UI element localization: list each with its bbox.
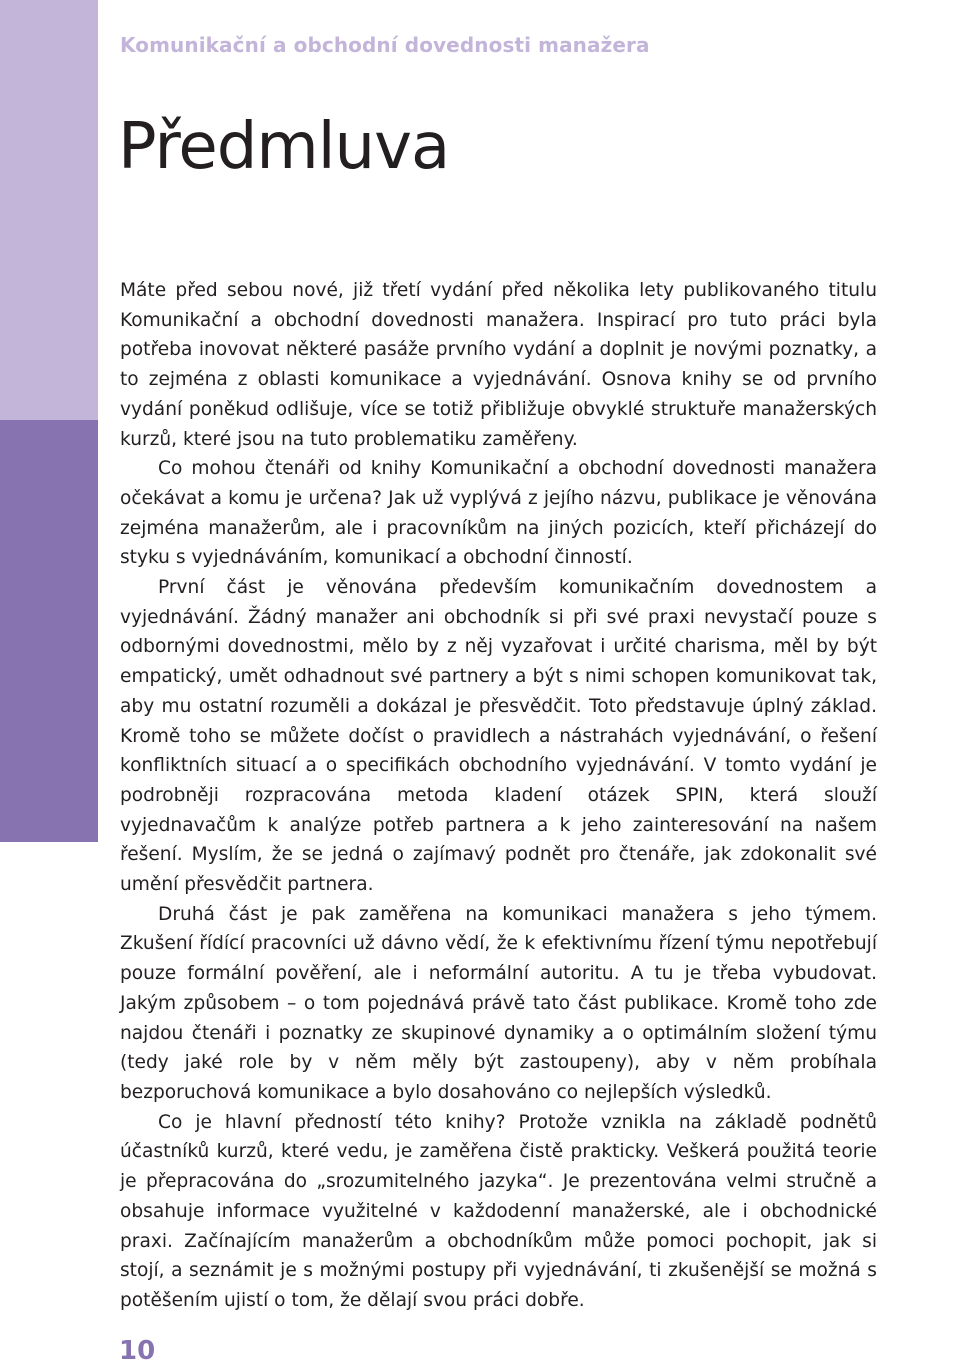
margin-bar-light	[0, 0, 98, 420]
body-text	[120, 276, 877, 1316]
margin-bar-dark	[0, 420, 98, 842]
paragraph: Co je hlavní předností této knihy? Protože vznikla na základě podnětů účastníků kurzů, které vedu, je zaměřena čistě prakticky. Veškerá použitá teorie je přepracována do „srozumitelného jazyka“. Je prezentována velmi stručně a obsahuje informace využitelné v každodenní manažerské, ale i obchodnické praxi. Začínajícím manažerům a obchodníkům může pomoci pochopit, jak si stojí, a seznámit je s možnými postupy při vyjednávání, ti zkušenější se možná s potěšením ujistí o tom, že dělají svou práci dobře.	[120, 1111, 877, 1311]
paragraph: Druhá část je pak zaměřena na komunikaci manažera s jeho týmem. Zkušení řídící pracovníci už dávno vědí, že k efektivnímu řízení týmu nepotřebují pouze formální pověření, ale i neformální autoritu. A tu je třeba vybudovat. Jakým způsobem – o tom pojednává právě tato část publikace. Kromě toho zde najdou čtenáři i poznatky ze skupinové dynamiky a o optimálním složení týmu (tedy jaké role by v něm měly být zastoupeny), aby v něm probíhala bezporuchová komunikace a bylo dosahováno co nejlepších výsledků.	[120, 903, 877, 1103]
page-title: Předmluva	[118, 110, 450, 184]
paragraph: První část je věnována především komunikačním dovednostem a vyjednávání. Žádný manažer ani obchodník si při své praxi nevystačí pouze s odbornými dovednostmi, mělo by z něj vyzařovat i určité charisma, měl by být empatický, umět odhadnout své partnery a být s nimi schopen komunikovat tak, aby mu ostatní rozuměli a dokázal je přesvědčit. Toto představuje úplný základ. Kromě toho se můžete dočíst o pravidlech a nástrahách vyjednávání, o řešení konfliktních situací a o specifikách obchodního vyjednávání. V tomto vydání je podrobněji rozpracována metoda kladení otázek SPIN, která slouží vyjednavačům k analýze potřeb partnera a k jeho zainteresování na našem řešení. Myslím, že se jedná o zajímavý podnět pro čtenáře, jak zdokonalit své umění přesvědčit partnera.	[120, 577, 877, 896]
paragraph: Co mohou čtenáři od knihy Komunikační a obchodní dovednosti manažera očekávat a komu je určena? Jak už vyplývá z jejího názvu, publikace je věnována zejména manažerům, ale i pracovníkům na jiných pozicích, kteří přicházejí do styku s vyjednáváním, komunikací a obchodní činností.	[120, 458, 877, 569]
running-head: Komunikační a obchodní dovednosti manažera	[120, 33, 650, 57]
paragraph: Máte před sebou nové, již třetí vydání před několika lety publikovaného titulu Komunikační a obchodní dovednosti manažera. Inspirací pro tuto práci byla potřeba inovovat některé pasáže prvního vydání a doplnit je novými poznatky, a to zejména z oblasti komunikace a vyjednávání. Osnova knihy se od prvního vydání poněkud odlišuje, více se totiž přibližuje obvyklé struktuře manažerských kurzů, které jsou na tuto problematiku zaměřeny.	[120, 280, 877, 450]
page-number: 10	[119, 1336, 156, 1366]
